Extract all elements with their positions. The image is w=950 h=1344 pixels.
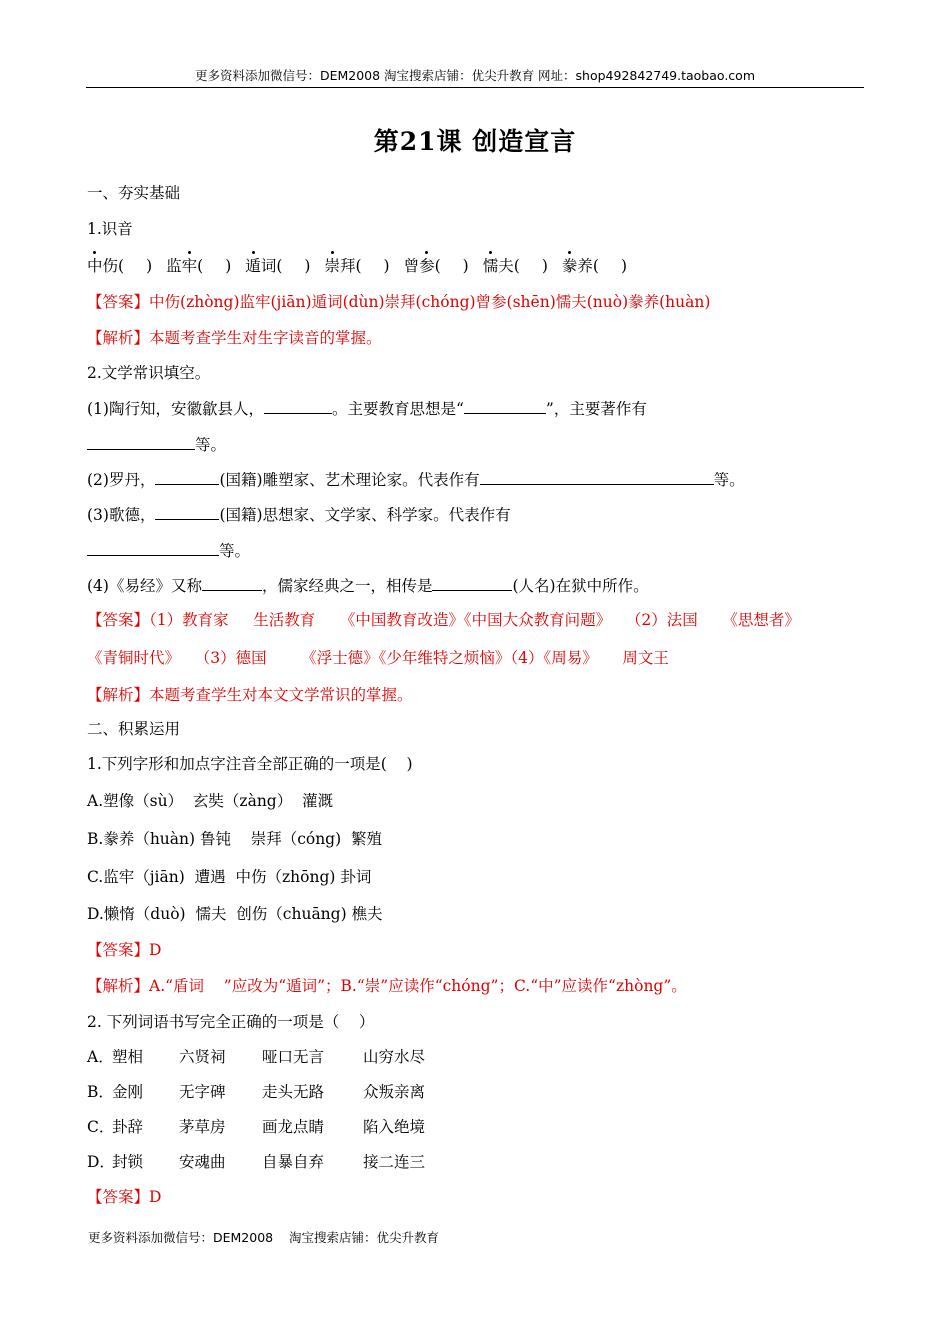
option-word: 封锁	[112, 1153, 144, 1171]
fill-blank[interactable]	[202, 574, 262, 591]
fill-blank[interactable]	[464, 397, 546, 414]
option-word: 六贤祠	[179, 1048, 226, 1066]
page-header: 更多资料添加微信号：DEM2008 淘宝搜索店铺：优尖升教育 网址：shop492842749.taobao.com	[194, 68, 756, 83]
question-stem: 2. 下列词语书写完全正确的一项是（ ）	[87, 1013, 375, 1031]
fill-blank[interactable]	[87, 433, 195, 450]
section-heading-1: 一、夯实基础	[87, 184, 181, 202]
page-footer: 更多资料添加微信号：DEM2008 淘宝搜索店铺：优尖升教育	[88, 1230, 440, 1245]
fill-line-5: 等。	[87, 539, 250, 562]
option-letter: D．	[87, 1153, 115, 1171]
question-label: 2.文学常识填空。	[87, 364, 211, 382]
item-word: 懦夫(	[482, 257, 520, 275]
option-word: 山穷水尽	[363, 1048, 426, 1066]
option-word: 自暴自弃	[262, 1153, 325, 1171]
option-word: 塑相	[112, 1048, 144, 1066]
fill-blank[interactable]	[155, 503, 219, 520]
option-word: 画龙点睛	[262, 1118, 325, 1136]
option-word: 众叛亲离	[363, 1083, 426, 1101]
section-heading-2: 二、积累运用	[87, 720, 181, 738]
item-word: 崇拜(	[324, 257, 362, 275]
fill-line-3: (2)罗丹， (国籍)雕塑家、艺术理论家。代表作有 等。	[87, 468, 745, 491]
option-c: C.监牢（jiān) 遭遇 中伤（zhōng) 卦词	[87, 868, 372, 886]
question-stem: 1.下列字形和加点字注音全部正确的一项是( )	[87, 755, 413, 773]
item-word: 监牢(	[166, 257, 204, 275]
option-word: 金刚	[112, 1083, 144, 1101]
analysis-line: 【解析】本题考查学生对生字读音的掌握。	[87, 329, 382, 347]
fill-blank[interactable]	[264, 397, 332, 414]
option-word: 走头无路	[262, 1083, 325, 1101]
option-letter: A．	[87, 1048, 114, 1066]
option-word: 陷入绝境	[363, 1118, 426, 1136]
answer-line: 【答案】D	[87, 941, 162, 959]
option-word: 接二连三	[363, 1153, 426, 1171]
option-word: 安魂曲	[179, 1153, 226, 1171]
item-word: 豢养(	[561, 257, 599, 275]
fill-line-4: (3)歌德， (国籍)思想家、文学家、科学家。代表作有	[87, 503, 511, 526]
answer-line: 【答案】中伤(zhòng)监牢(jiān)遁词(dùn)崇拜(chóng)曾参(shēn)懦夫(nuò)豢养(huàn)	[87, 293, 711, 311]
pronunciation-items: 中伤( ) 监牢( ) 遁词( ) 崇拜( ) 曾参( ) 懦夫( ) 豢养( )	[87, 257, 628, 275]
fill-blank[interactable]	[480, 468, 714, 485]
option-word: 茅草房	[179, 1118, 226, 1136]
option-a: A.塑像（sù） 玄奘（zàng） 灌溉	[87, 792, 334, 810]
item-word: 曾参(	[403, 257, 441, 275]
answer-line-cont: 《青铜时代》 （3）德国 《浮士德》《少年维特之烦恼》（4）《周易》 周文王	[87, 649, 669, 667]
analysis-line: 【解析】A.“盾词 ”应改为“遁词”；B.“崇”应读作“chóng”；C.“中”应读作“zhòng”。	[87, 977, 687, 995]
fill-blank[interactable]	[87, 539, 219, 556]
option-word: 卦辞	[112, 1118, 144, 1136]
header-divider	[86, 87, 864, 88]
fill-blank[interactable]	[432, 574, 512, 591]
question-label: 1.识音	[87, 220, 133, 238]
fill-line-6: (4)《易经》又称 ，儒家经典之一，相传是 (人名)在狱中所作。	[87, 574, 649, 597]
option-b: B.豢养（huàn) 鲁钝 崇拜（cóng) 繁殖	[87, 830, 383, 848]
answer-line: 【答案】D	[87, 1188, 162, 1206]
option-word: 无字碑	[179, 1083, 226, 1101]
option-d: D.懒惰（duò) 懦夫 创伤（chuāng) 樵夫	[87, 905, 383, 923]
analysis-line: 【解析】本题考查学生对本文文学常识的掌握。	[87, 686, 413, 704]
fill-blank[interactable]	[155, 468, 219, 485]
item-word: 中伤(	[87, 257, 125, 275]
option-word: 哑口无言	[262, 1048, 325, 1066]
answer-line: 【答案】（1）教育家 生活教育 《中国教育改造》《中国大众教育问题》 （2）法国 《思想者》	[87, 611, 800, 629]
item-word: 遁词(	[245, 257, 283, 275]
fill-line-2: 等。	[87, 433, 226, 456]
option-letter: B．	[87, 1083, 114, 1101]
option-letter: C．	[87, 1118, 115, 1136]
fill-line-1: (1)陶行知，安徽歙县人， 。主要教育思想是“ ”，主要著作有	[87, 397, 647, 420]
page-title: 第21课 创造宣言	[373, 127, 577, 156]
